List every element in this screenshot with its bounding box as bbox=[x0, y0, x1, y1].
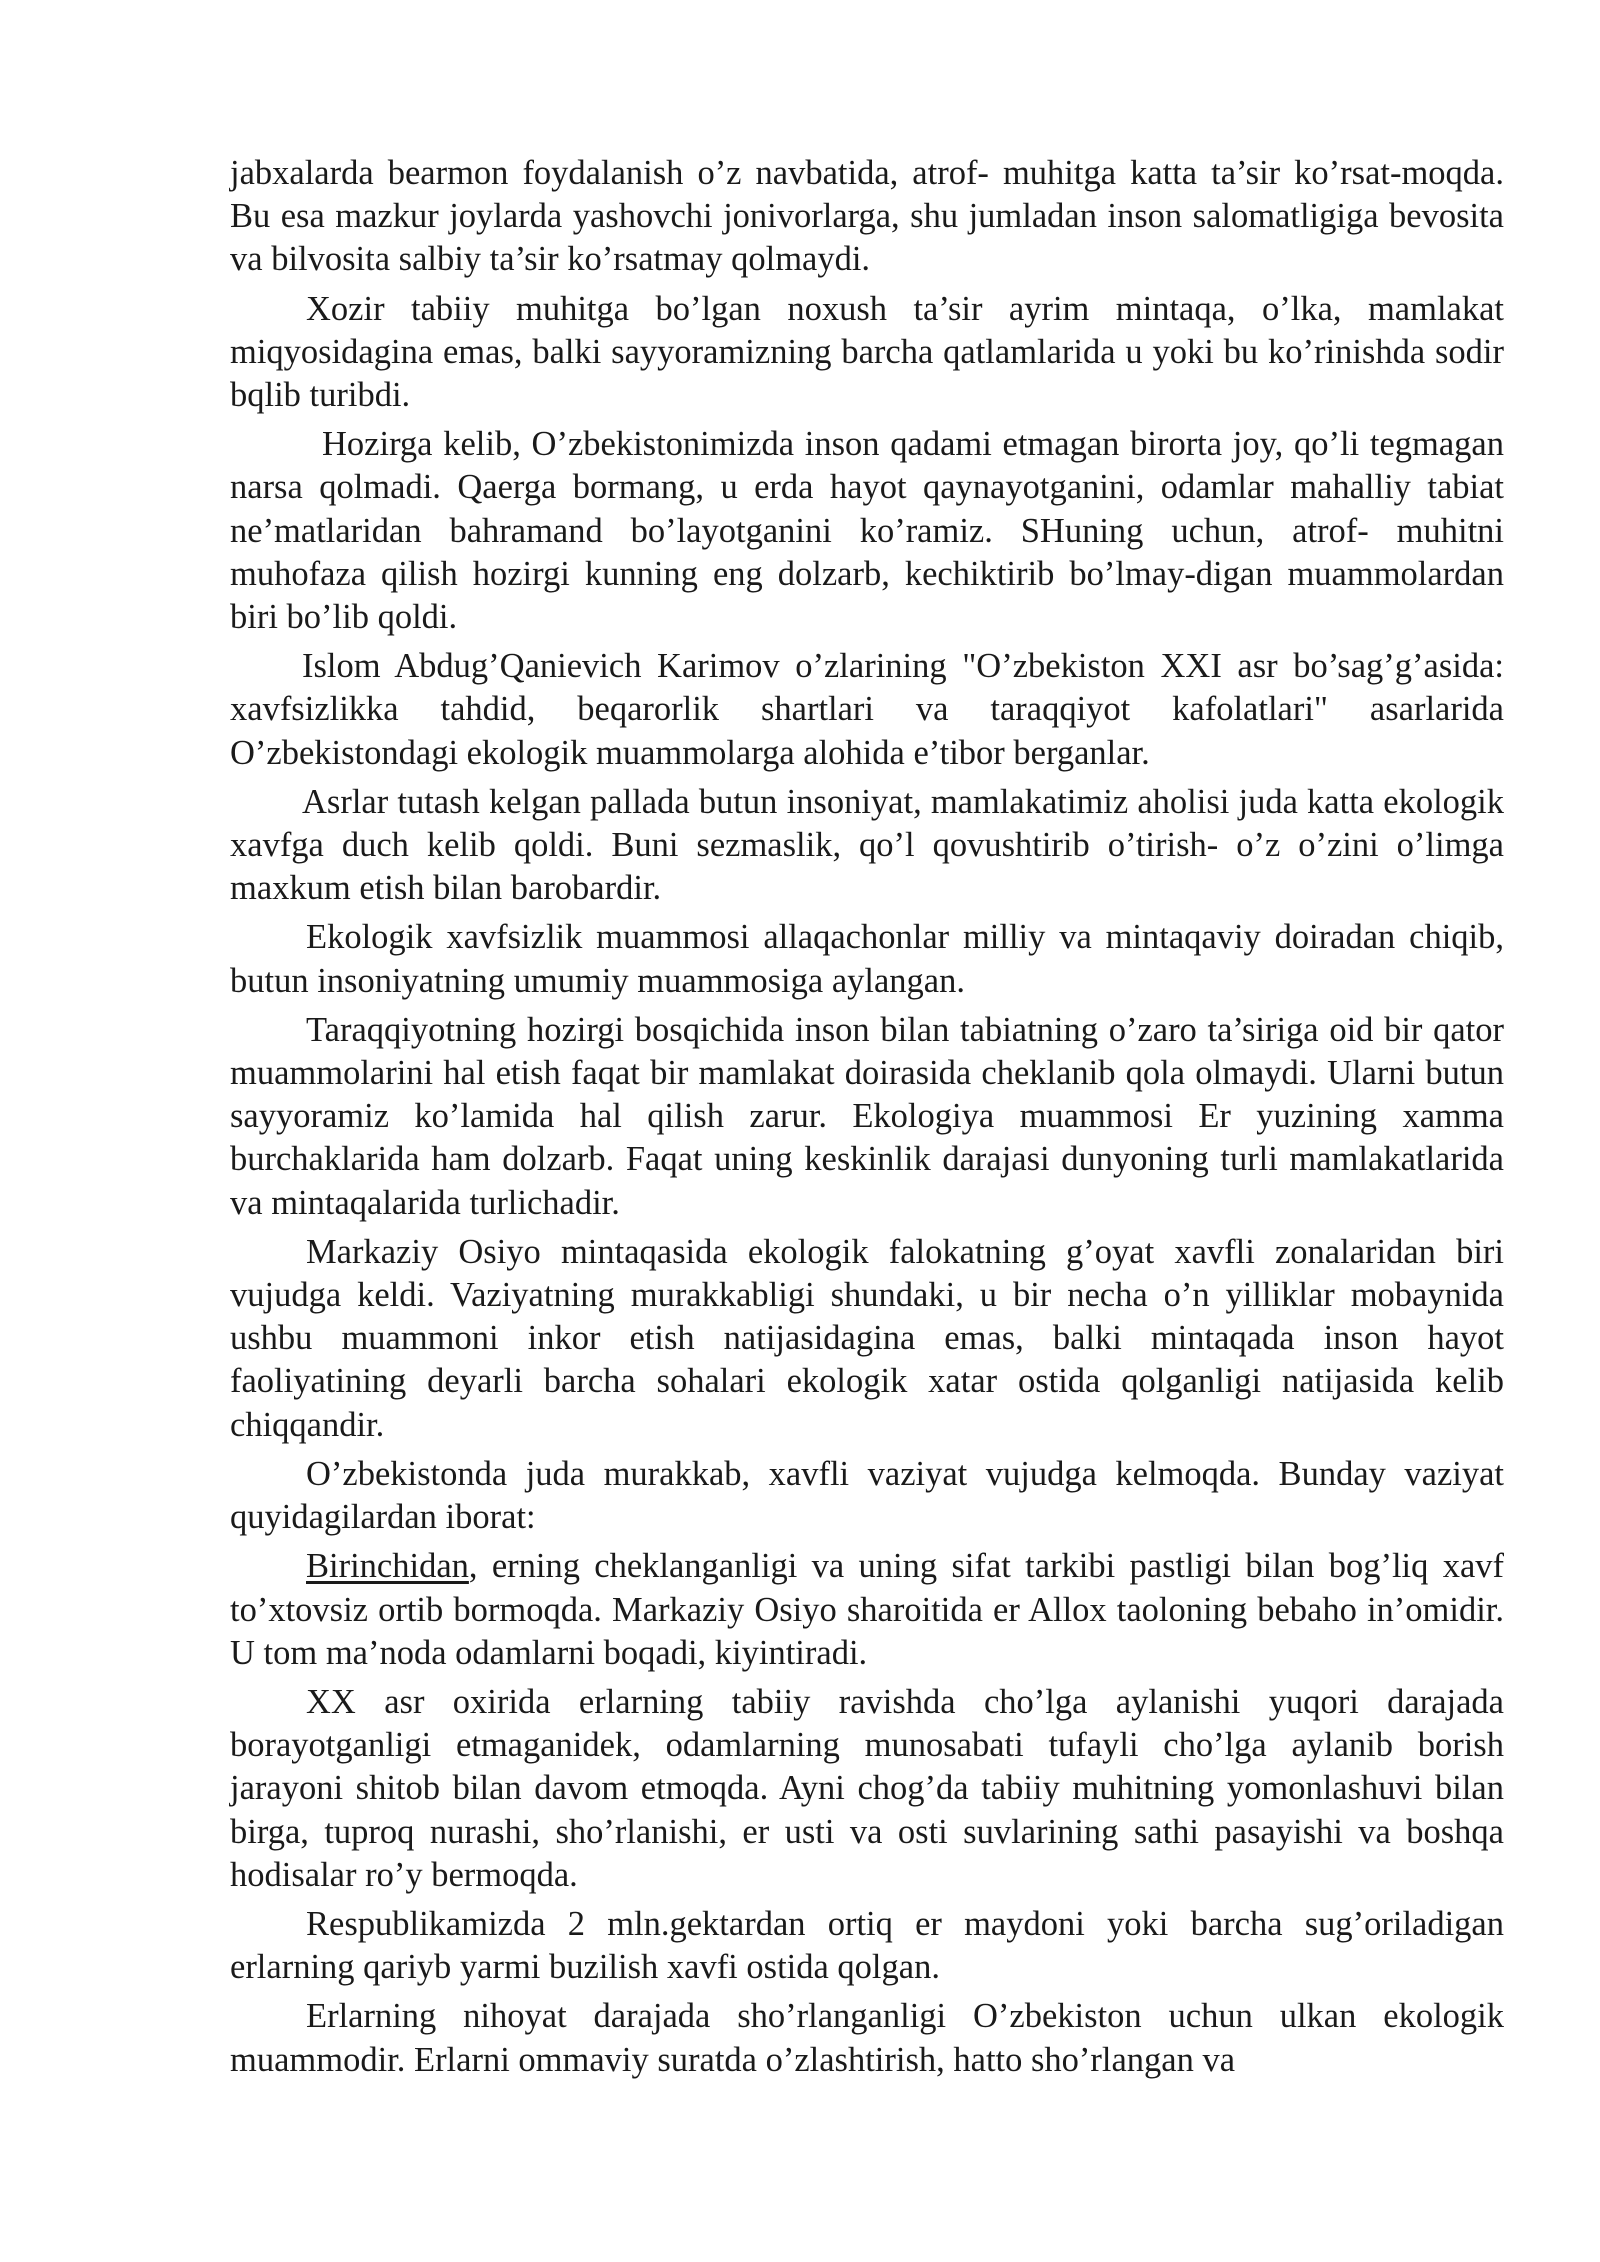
underlined-lead-word: Birinchidan bbox=[306, 1547, 469, 1586]
paragraph-11: XX asr oxirida erlarning tabiiy ravishda cho’lga aylanishi yuqori darajada borayotganligi etmaganidek, odamlarning munosabati tufayli cho’lga aylanib borish jarayoni shitob bilan davom etmoqda. Ayni chog’da tabiiy muhitning yomonlashuvi bilan birga, tuproq nurashi, sho’rlanishi, er usti va osti suvlarining sathi pasayishi va boshqa hodisalar ro’y bermoqda. bbox=[230, 1682, 1504, 1894]
paragraph-12: Respublikamizda 2 mln.gektardan ortiq er maydoni yoki barcha sug’oriladigan erlarning qariyb yarmi buzilish xavfi ostida qolgan. bbox=[230, 1904, 1504, 1987]
paragraph-1: jabxalarda bearmon foydalanish o’z navbatida, atrof- muhitga katta ta’sir ko’rsat-moqda. Bu esa mazkur joylarda yashovchi jonivorlarga, shu jumladan inson salomatligiga bevosita va bilvosita salbiy ta’sir ko’rsatmay qolmaydi. bbox=[230, 154, 1504, 279]
document-page bbox=[230, 152, 1504, 2088]
paragraph-7: Taraqqiyotning hozirgi bosqichida inson bilan tabiatning o’zaro ta’siriga oid bir qator muammolarini hal etish faqat bir mamlakat doirasida cheklanib qola olmaydi. Ularni butun sayyoramiz ko’lamida hal qilish zarur. Ekologiya muammosi Er yuzining xamma burchaklarida ham dolzarb. Faqat uning keskinlik darajasi dunyoning turli mamlakatlarida va mintaqalarida turlichadir. bbox=[230, 1010, 1504, 1222]
paragraph-10-text: , erning cheklanganligi va uning sifat tarkibi pastligi bilan bog’liq xavf to’xtovsiz ortib bormoqda. Markaziy Osiyo sharoitida er Allox taoloning bebaho in’omidir. U tom ma’noda odamlarni boqadi, kiyintiradi. bbox=[230, 1547, 1504, 1672]
paragraph-3: Hozirga kelib, O’zbekistonimizda inson qadami etmagan birorta joy, qo’li tegmagan narsa qolmadi. Qaerga bormang, u erda hayot qaynayotganini, odamlar mahalliy tabiat ne’matlaridan bahramand bo’layotganini ko’ramiz. SHuning uchun, atrof- muhitni muhofaza qilish hozirgi kunning eng dolzarb, kechiktirib bo’lmay-digan muammolardan biri bo’lib qoldi. bbox=[230, 425, 1504, 637]
paragraph-8: Markaziy Osiyo mintaqasida ekologik falokatning g’oyat xavfli zonalaridan biri vujudga keldi. Vaziyatning murakkabligi shundaki, u bir necha o’n yilliklar mobaynida ushbu muammoni inkor etish natijasidagina emas, balki mintaqada inson hayot faoliyatining deyarli barcha sohalari ekologik xatar ostida qolganligi natijasida kelib chiqqandir. bbox=[230, 1232, 1504, 1444]
paragraph-5: Asrlar tutash kelgan pallada butun insoniyat, mamlakatimiz aholisi juda katta ekologik xavfga duch kelib qoldi. Buni sezmaslik, qo’l qovushtirib o’tirish- o’z o’zini o’limga maxkum etish bilan barobardir. bbox=[230, 782, 1504, 908]
paragraph-2: Xozir tabiiy muhitga bo’lgan noxush ta’sir ayrim mintaqa, o’lka, mamlakat miqyosidagina emas, balki sayyoramizning barcha qatlamlarida u yoki bu ko’rinishda sodir bqlib turibdi. bbox=[230, 289, 1504, 415]
paragraph-9: O’zbekistonda juda murakkab, xavfli vaziyat vujudga kelmoqda. Bunday vaziyat quyidagilardan iborat: bbox=[230, 1454, 1504, 1537]
paragraph-6: Ekologik xavfsizlik muammosi allaqachonlar milliy va mintaqaviy doiradan chiqib, butun insoniyatning umumiy muammosiga aylangan. bbox=[230, 918, 1504, 1000]
paragraph-10 bbox=[230, 1545, 1504, 1675]
paragraph-4: Islom Abdug’Qanievich Karimov o’zlarining "O’zbekiston XXI asr bo’sag’g’asida: xavfsizlikka tahdid, beqarorlik shartlari va taraqqiyot kafolatlari" asarlarida O’zbekistondagi ekologik muammolarga alohida e’tibor berganlar. bbox=[230, 647, 1504, 772]
paragraph-13: Erlarning nihoyat darajada sho’rlanganligi O’zbekiston uchun ulkan ekologik muammodir. Erlarni ommaviy suratda o’zlashtirish, hatto sho’rlangan va bbox=[230, 1997, 1504, 2079]
